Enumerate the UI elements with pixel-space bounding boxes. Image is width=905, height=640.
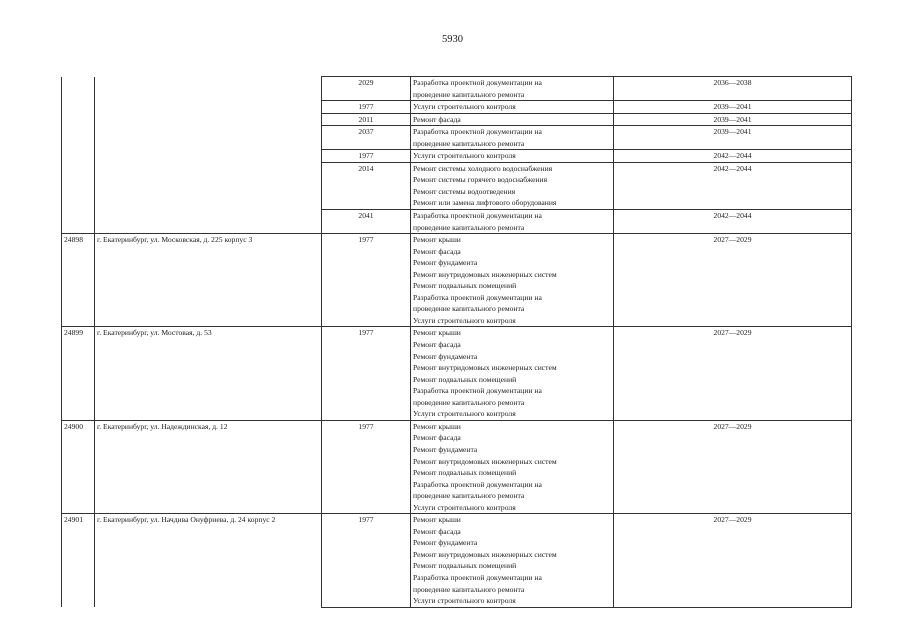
address-cell: г. Екатеринбург, ул. Начдива Онуфриева, д. 24 корпус 2 [95, 514, 322, 607]
period-cell: 2042—2044 [614, 162, 852, 209]
works-cell [411, 234, 614, 327]
work-item: Ремонт фасада [413, 340, 461, 350]
address-cell [95, 162, 322, 209]
works-cell [411, 113, 614, 126]
work-item: Разработка проектной документации на [413, 78, 542, 87]
row-number-cell: 24898 [62, 234, 95, 327]
row-number-cell [62, 150, 95, 163]
period-cell: 2027—2029 [614, 327, 852, 420]
table-row [62, 162, 852, 209]
year-cell: 1977 [322, 327, 411, 420]
work-item: Ремонт внутридомовых инженерных систем [413, 456, 557, 466]
period-cell: 2042—2044 [614, 150, 852, 163]
year-cell: 1977 [322, 420, 411, 513]
work-item: Ремонт или замена лифтового оборудования [413, 198, 557, 208]
year-cell: 2029 [322, 77, 411, 101]
row-number-cell: 24900 [62, 420, 95, 513]
work-item: Ремонт фундамента [413, 538, 478, 548]
year-cell: 1977 [322, 150, 411, 163]
works-cell [411, 126, 614, 150]
address-cell [95, 150, 322, 163]
work-item: Ремонт подвальных помещений [413, 281, 517, 291]
works-cell [411, 101, 614, 114]
period-cell: 2039—2041 [614, 113, 852, 126]
period-cell: 2027—2029 [614, 514, 852, 607]
work-item: Ремонт фундамента [413, 351, 478, 361]
works-cell [411, 77, 614, 101]
row-number-cell [62, 113, 95, 126]
table-row [62, 327, 852, 420]
address-cell [95, 77, 322, 101]
table-row [62, 514, 852, 607]
table-row [62, 101, 852, 114]
work-item: проведение капитального ремонта [413, 222, 525, 232]
row-number-cell [62, 101, 95, 114]
year-cell: 2037 [322, 126, 411, 150]
row-number-cell [62, 210, 95, 234]
address-cell [95, 126, 322, 150]
work-item: Ремонт крыши [413, 515, 461, 525]
table-row [62, 150, 852, 163]
address-cell [95, 113, 322, 126]
work-item: Ремонт фасада [413, 246, 461, 256]
year-cell: 1977 [322, 514, 411, 607]
work-item: Ремонт системы горячего водоснабжения [413, 175, 548, 185]
works-cell [411, 210, 614, 234]
works-cell [411, 514, 614, 607]
table-row [62, 113, 852, 126]
work-item: проведение капитального ремонта [413, 397, 525, 407]
year-cell: 2011 [322, 113, 411, 126]
work-item: Ремонт фасада [413, 526, 461, 536]
row-number-cell [62, 162, 95, 209]
row-number-cell [62, 77, 95, 101]
address-cell: г. Екатеринбург, ул. Московская, д. 225 корпус 3 [95, 234, 322, 327]
page-number: 5930 [442, 34, 463, 45]
address-cell: г. Екатеринбург, ул. Надеждинская, д. 12 [95, 420, 322, 513]
year-cell: 2041 [322, 210, 411, 234]
works-cell [411, 327, 614, 420]
year-cell: 1977 [322, 101, 411, 114]
work-item: Разработка проектной документации на [413, 292, 542, 302]
year-cell: 2014 [322, 162, 411, 209]
work-item: Услуги строительного контроля [413, 596, 516, 606]
address-cell [95, 210, 322, 234]
year-cell: 1977 [322, 234, 411, 327]
period-cell: 2027—2029 [614, 234, 852, 327]
work-item: Ремонт подвальных помещений [413, 468, 517, 478]
work-item: Услуги строительного контроля [413, 151, 516, 161]
work-item: Ремонт подвальных помещений [413, 561, 517, 571]
period-cell: 2027—2029 [614, 420, 852, 513]
work-item: Разработка проектной документации на [413, 127, 542, 137]
capital-repair-table [61, 76, 852, 608]
table-row [62, 210, 852, 234]
works-cell [411, 162, 614, 209]
work-item: Разработка проектной документации на [413, 386, 542, 396]
address-cell [95, 101, 322, 114]
row-number-cell [62, 126, 95, 150]
work-item: Услуги строительного контроля [413, 409, 516, 419]
work-item: Ремонт фундамента [413, 444, 478, 454]
period-cell: 2039—2041 [614, 126, 852, 150]
work-item: Разработка проектной документации на [413, 211, 542, 221]
work-item: проведение капитального ремонта [413, 304, 525, 314]
work-item: Ремонт системы водоотведения [413, 186, 516, 196]
work-item: Разработка проектной документации на [413, 479, 542, 489]
work-item: Ремонт системы холодного водоснабжения [413, 163, 553, 173]
period-cell: 2039—2041 [614, 101, 852, 114]
work-item: Ремонт внутридомовых инженерных систем [413, 363, 557, 373]
table-row [62, 234, 852, 327]
work-item: Ремонт фасада [413, 433, 461, 443]
work-item: Ремонт внутридомовых инженерных систем [413, 549, 557, 559]
work-item: Услуги строительного контроля [413, 315, 516, 325]
period-cell: 2036—2038 [614, 77, 852, 101]
works-cell [411, 150, 614, 163]
work-item: проведение капитального ремонта [413, 491, 525, 501]
table-row [62, 126, 852, 150]
work-item: Ремонт фасада [413, 114, 461, 124]
row-number-cell: 24899 [62, 327, 95, 420]
table-body [62, 77, 852, 608]
work-item: Разработка проектной документации на [413, 572, 542, 582]
work-item: Ремонт крыши [413, 328, 461, 338]
work-item: Ремонт крыши [413, 235, 461, 245]
period-cell: 2042—2044 [614, 210, 852, 234]
work-item: Ремонт подвальных помещений [413, 374, 517, 384]
work-item: Ремонт внутридомовых инженерных систем [413, 269, 557, 279]
row-number-cell: 24901 [62, 514, 95, 607]
works-cell [411, 420, 614, 513]
work-item: Услуги строительного контроля [413, 102, 516, 112]
address-cell: г. Екатеринбург, ул. Мостовая, д. 53 [95, 327, 322, 420]
table-row [62, 420, 852, 513]
table-row [62, 77, 852, 101]
work-item: проведение капитального ремонта [413, 584, 525, 594]
work-item: Ремонт фундамента [413, 258, 478, 268]
work-item: Ремонт крыши [413, 421, 461, 431]
work-item: Услуги строительного контроля [413, 502, 516, 512]
work-item: проведение капитального ремонта [413, 89, 525, 99]
work-item: проведение капитального ремонта [413, 138, 525, 148]
